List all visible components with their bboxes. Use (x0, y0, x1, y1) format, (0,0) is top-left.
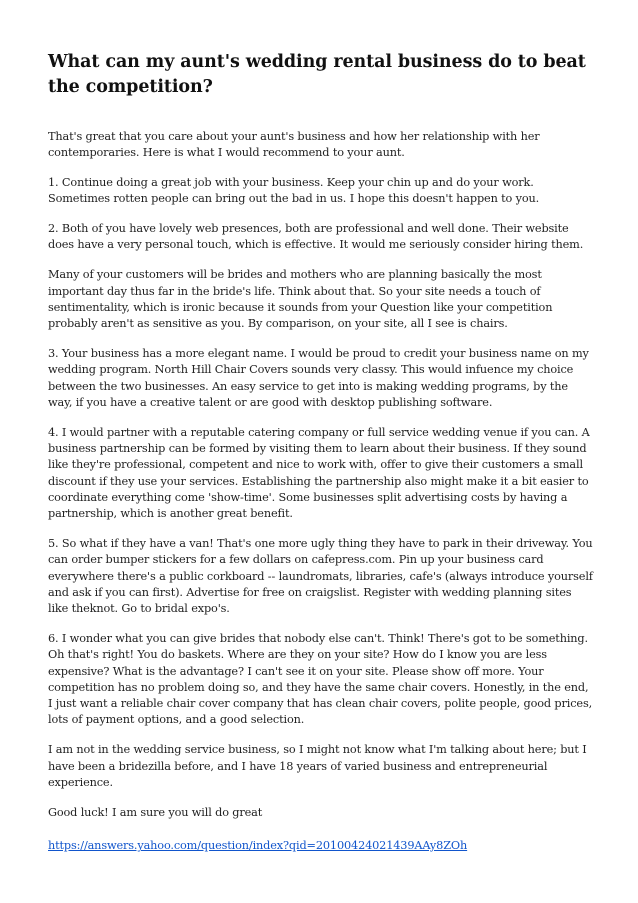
intro-paragraph: That's great that you care about your aunt's business and how her relationship with her contemporaries. Here is what I would recommend to your aunt. (48, 130, 540, 160)
point-5-paragraph: 5. So what if they have a van! That's one more ugly thing they have to park in their driveway. You can order bumper stickers for a few dollars on cafepress.com. Pin up your business card everywhere there's a public corkboard -- laundromats, libraries, cafe's (always introduce yourself and ask if you can first). Advertise for free on craigslist. Register with wedding planning sites like theknot. Go to bridal expo's. (48, 536, 593, 616)
closing-paragraph: Good luck! I am sure you will do great (48, 805, 263, 819)
point-1-paragraph: 1. Continue doing a great job with your business. Keep your chin up and do your work. Sometimes rotten people can bring out the bad in us. I hope this doesn't happen to you. (48, 176, 540, 206)
page-title: What can my aunt's wedding rental business do to beat the competition? (48, 52, 586, 97)
disclaimer-paragraph: I am not in the wedding service business, so I might not know what I'm talking about here; but I have been a bridezilla before, and I have 18 years of varied business and entrepreneurial experience. (48, 743, 587, 789)
point-3-paragraph: 3. Your business has a more elegant name. I would be proud to credit your business name on my wedding program. North Hill Chair Covers sounds very classy. This would infuence my choice between the two businesses. An easy service to get into is making wedding programs, by the way, if you have a creative talent or are good with desktop publishing software. (48, 346, 589, 409)
point-2-paragraph: 2. Both of you have lovely web presences, both are professional and well done. Their website does have a very personal touch, which is effective. It would me seriously consider hiring them. (48, 222, 584, 252)
customers-paragraph: Many of your customers will be brides and mothers who are planning basically the most important day thus far in the bride's life. Think about that. So your site needs a touch of sentimentality, which is ironic because it sounds from your Question like your competition probably aren't as sensitive as you. By comparison, on your site, all I see is chairs. (48, 268, 553, 331)
point-6-paragraph: 6. I wonder what you can give brides that nobody else can't. Think! There's got to be something. Oh that's right! You do baskets. Where are they on your site? How do I know you are less expensive? What is the advantage? I can't see it on your site. Please show off more. Your competition has no problem doing so, and they have the same chair covers. Honestly, in the end, I just want a reliable chair cover company that has clean chair covers, polite people, good prices, lots of payment options, and a good selection. (48, 631, 593, 727)
source-link[interactable]: https://answers.yahoo.com/question/index?qid=20100424021439AAy8ZOh (48, 839, 468, 853)
document-page (48, 50, 593, 854)
point-4-paragraph: 4. I would partner with a reputable catering company or full service wedding venue if you can. A business partnership can be formed by visiting them to learn about their business. If they sound like they're professional, competent and nice to work with, offer to give their customers a small discount if they use your services. Establishing the partnership also might make it a bit easier to coordinate everything come 'show-time'. Some businesses split advertising costs by having a partnership, which is another great benefit. (48, 425, 590, 521)
